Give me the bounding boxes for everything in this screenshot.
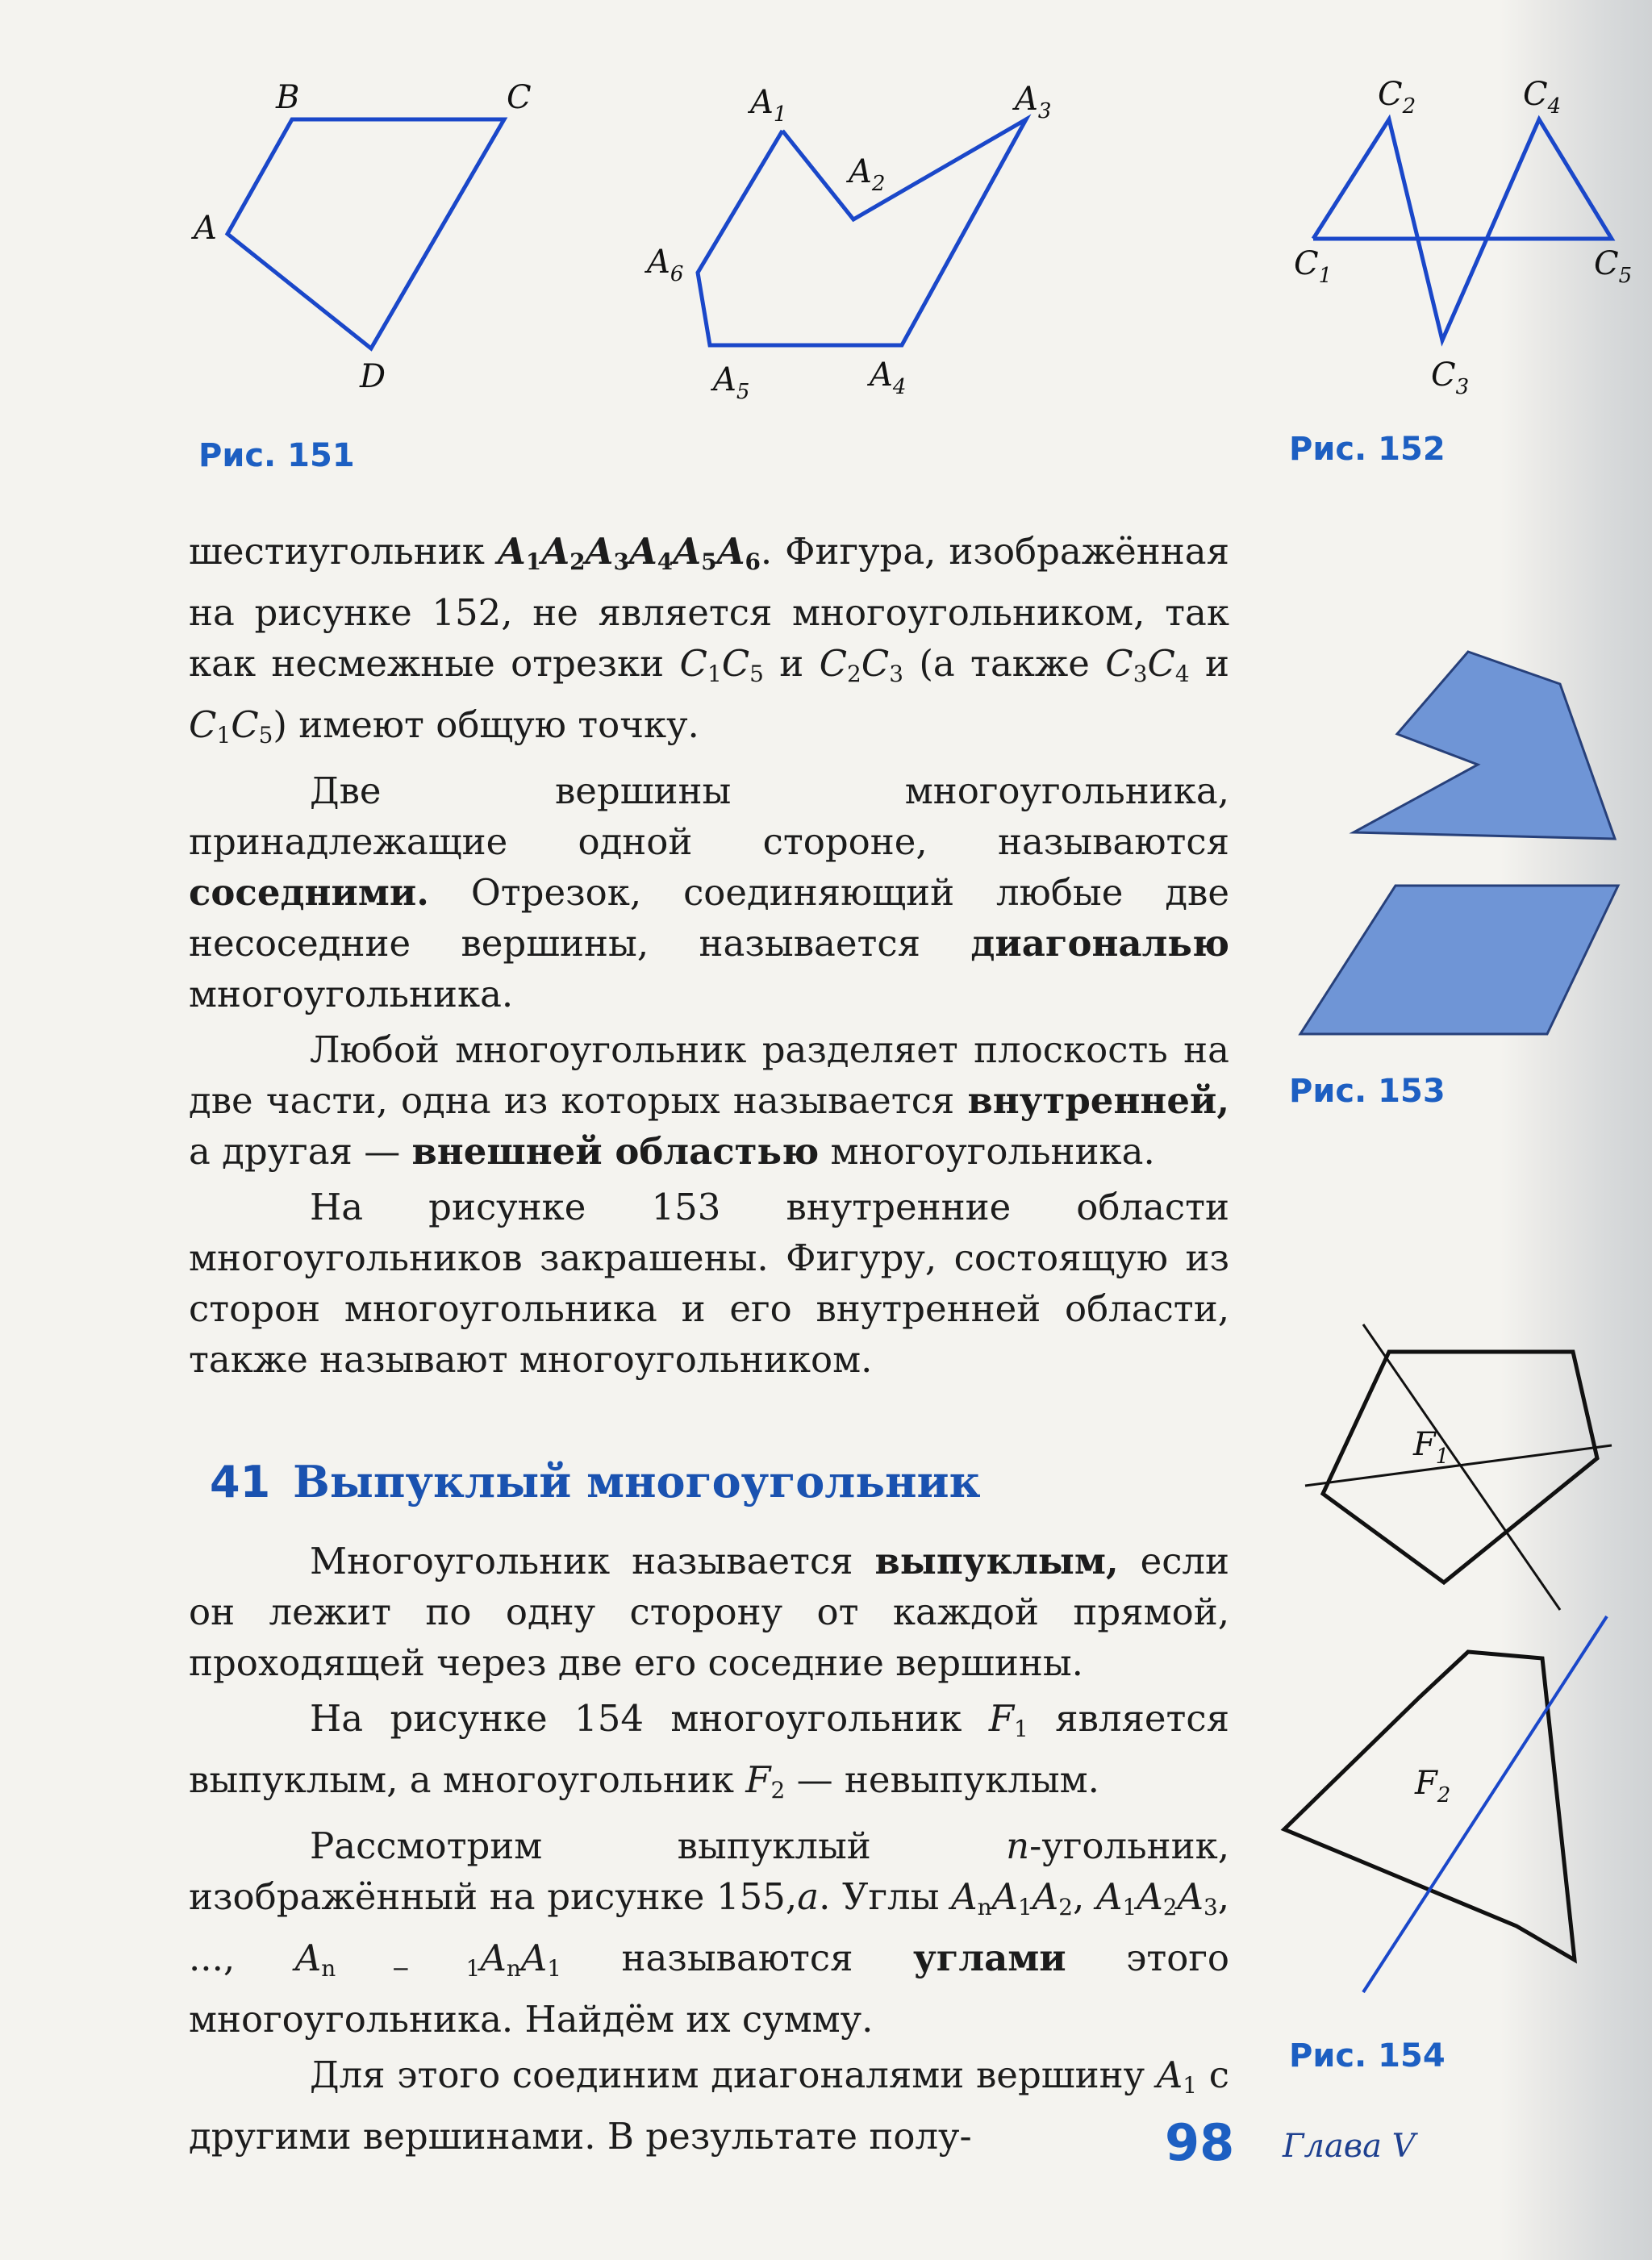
paragraph-diagonals: Для этого соединим диагоналями вершину A1 с другими вершинами. В результате полу- xyxy=(189,2053,1229,2158)
label-C: C xyxy=(507,79,532,116)
label-C2: $C_2$ xyxy=(1378,76,1416,119)
caption-fig-153: Рис. 153 xyxy=(1289,1073,1446,1110)
caption-fig-152: Рис. 152 xyxy=(1289,431,1446,468)
label-A3: $A_3$ xyxy=(1015,81,1052,123)
label-F1: $F_1$ xyxy=(1413,1426,1450,1469)
label-C5: $C_5$ xyxy=(1594,245,1633,288)
section-heading xyxy=(210,1456,981,1507)
label-C3: $C_3$ xyxy=(1431,357,1470,399)
label-A1: $A_1$ xyxy=(750,84,787,127)
label-A5: $A_5$ xyxy=(713,361,750,404)
label-C4: $C_4$ xyxy=(1523,76,1562,119)
paragraph-angles: Рассмотрим выпуклый n-угольник, изображённый на рисунке 155,а. Углы AnA1A2, A1A2A3, ..., An − 1AnA1 называются углами этого многоугольника. Найдём их сумму. xyxy=(189,1824,1230,2041)
caption-fig-154: Рис. 154 xyxy=(1289,2037,1446,2074)
label-A2: $A_2$ xyxy=(849,153,886,196)
label-C1: $C_1$ xyxy=(1294,245,1333,288)
convex-polygon-F1 xyxy=(1323,1352,1597,1582)
label-A4: $A_4$ xyxy=(870,357,907,399)
label-A: A xyxy=(194,210,217,247)
paragraph-fig154: На рисунке 154 многоугольник F1 является выпуклым, а многоугольник F2 — невыпуклым. xyxy=(189,1697,1229,1803)
label-F2: $F_2$ xyxy=(1415,1765,1451,1808)
text-block-bottom xyxy=(189,1536,1229,2162)
paragraph-hexagon: шестиугольник A1A2A3A4A5A6. Фигура, изображённая на рисунке 152, не является многоугольником, так как несмежные отрезки C1C5 и C2C3 (а также C3C4 и C1C5) имеют общую точку. xyxy=(189,530,1229,748)
label-A6: $A_6$ xyxy=(647,244,684,286)
section-number: 41 xyxy=(210,1457,271,1507)
nonconvex-polygon-F2 xyxy=(1284,1652,1575,1960)
chapter-label: Глава V xyxy=(1283,2128,1416,2165)
section-title: Выпуклый многоугольник xyxy=(293,1456,981,1507)
paragraph-convex-definition: Многоугольник называется выпуклым, если он лежит по одну сторону от каждой прямой, проходящей через две его соседние вершины. xyxy=(189,1540,1229,1684)
paragraph-adjacent: Две вершины многоугольника, принадлежащие одной стороне, называются соседними. Отрезок, соединяющий любые две несоседние вершины, называется диагональю многоугольника. xyxy=(189,769,1229,1015)
paragraph-fig153: На рисунке 153 внутренние области многоугольников закрашены. Фигуру, состоящую из сторон многоугольника и его внутренней области, также называют многоугольником. xyxy=(189,1185,1229,1381)
label-B: B xyxy=(276,79,300,116)
label-D: D xyxy=(360,358,386,395)
caption-fig-151: Рис. 151 xyxy=(198,437,355,474)
page-number: 98 xyxy=(1165,2113,1235,2172)
line-through-f1 xyxy=(1305,1445,1612,1486)
text-block-top xyxy=(189,526,1229,1385)
paragraph-regions: Любой многоугольник разделяет плоскость на две части, одна из которых называется внутренней, а другая — внешней областью многоугольника. xyxy=(189,1028,1229,1173)
